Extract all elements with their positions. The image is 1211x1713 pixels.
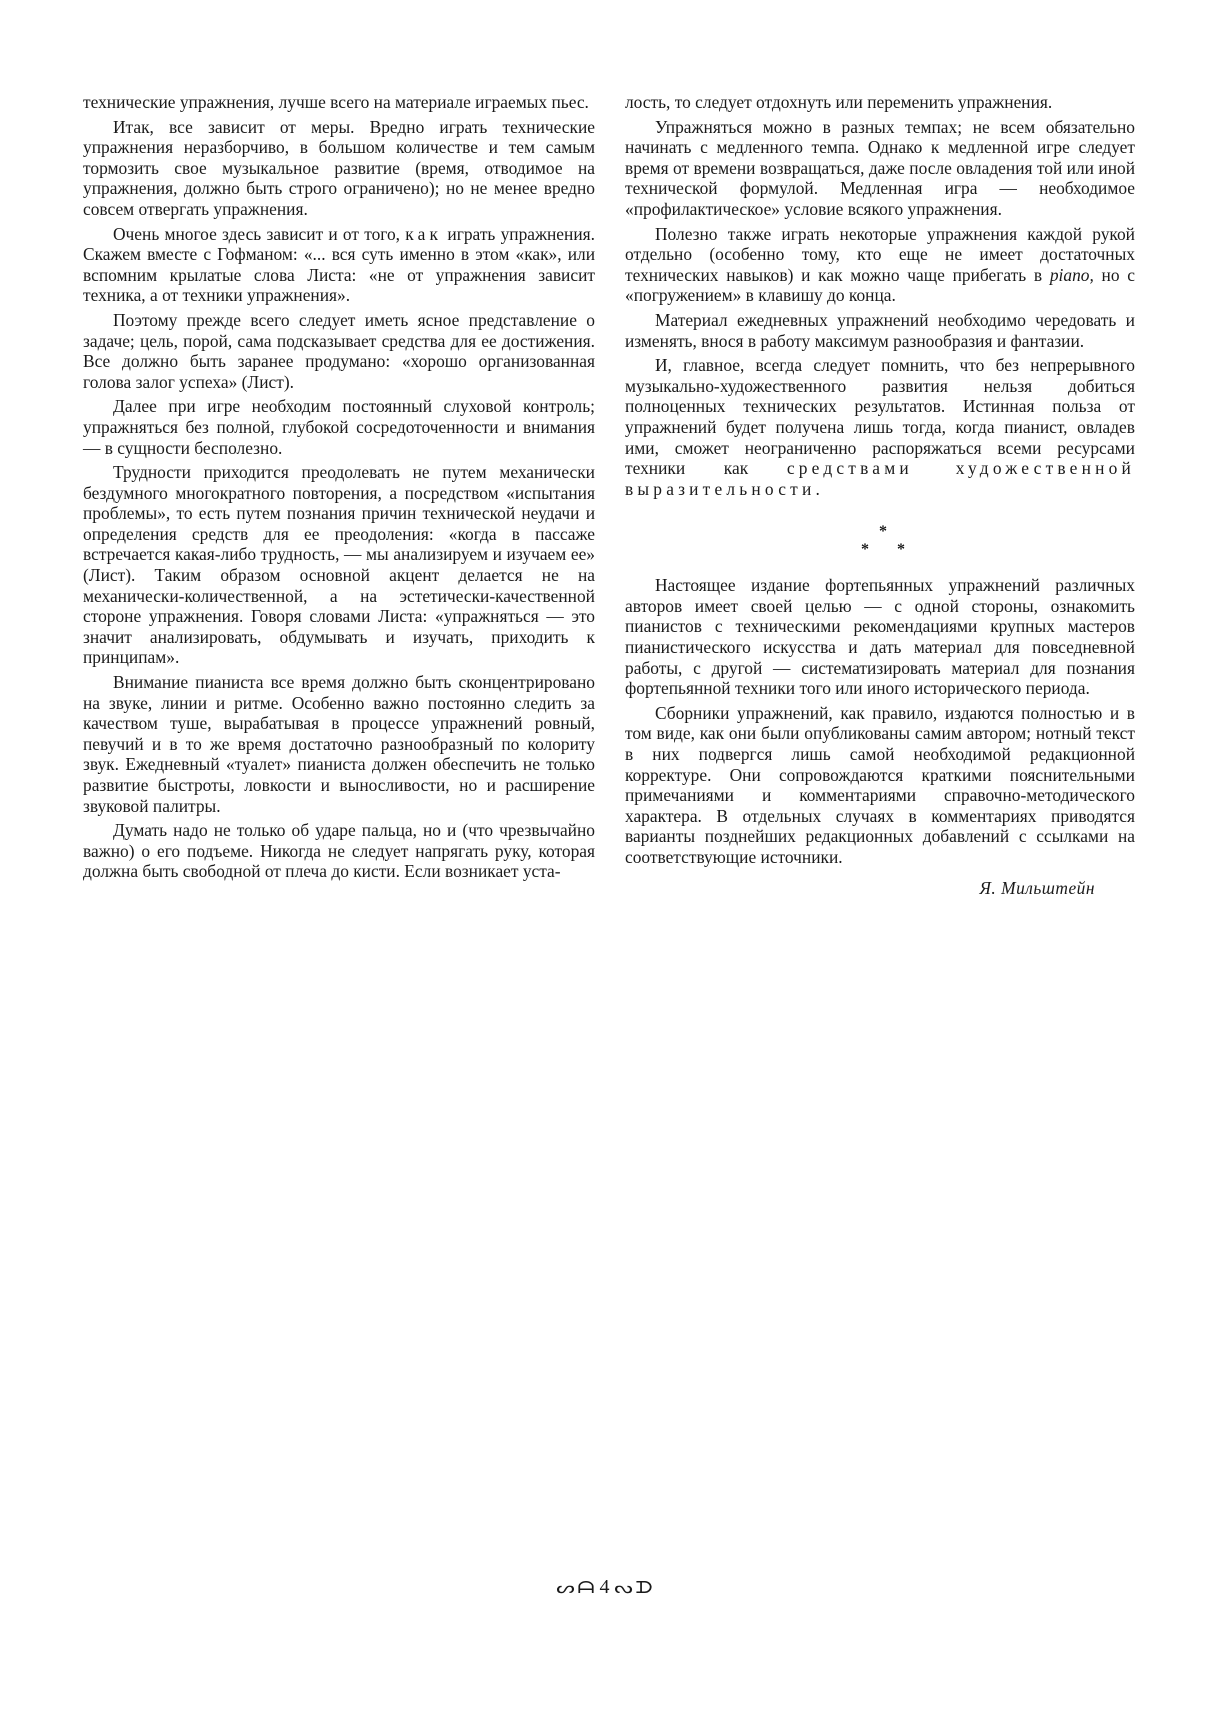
paragraph: технические упражнения, лучше всего на материале играемых пьес. bbox=[83, 92, 589, 112]
paragraph-text: но с «погружением» в клавишу до конца. bbox=[625, 264, 1136, 306]
paragraph: Трудности приходится преодолевать не путем механически бездумного многократного повторения, а посредством «испытания проблемы», то есть путем познания причин технической неудачи и определения средств для ее преодоления: «когда в пассаже встречается какая-либо трудность, — мы анализируем и изучаем ее» (Лист). Таким образом основной акцент делается не на механически-количественной, а на эстетически-качественной стороне упражнения. Говоря словами Листа: «упражняться — это значит анализировать, обдумывать и изучать, приходить к принципам». bbox=[83, 462, 595, 668]
emphasis-spaced: средствами художественной выразительности bbox=[625, 458, 1136, 499]
left-column bbox=[83, 92, 595, 886]
paragraph: Итак, все зависит от меры. Вредно играть технические упражнения неразборчиво, в большом количестве и тем самым тормозить свое музыкальное развитие (время, отводимое на упражнения, должно быть строго ограничено); но не менее вредно совсем отвергать упражнения. bbox=[83, 116, 595, 219]
ornament-left-icon: ᔕᗩ bbox=[556, 1580, 598, 1597]
ornament-right-icon: ᔓᗪ bbox=[613, 1580, 655, 1597]
page-footer bbox=[0, 1576, 1211, 1599]
asterism-star: * bbox=[861, 541, 869, 559]
paragraph: Настоящее издание фортепьянных упражнений различных авторов имеет своей целью — с одной стороны, ознакомить пианистов с техническими рекомендациями крупных мастеров пианистического искусства и дать материал для повседневной работы, с другой — систематизировать материал для познания фортепьянной техники того или иного исторического периода. bbox=[625, 575, 1135, 699]
emphasis-italic: piano, bbox=[1049, 264, 1094, 285]
paragraph: Думать надо не только об ударе пальца, но и (что чрезвычайно важно) о его подъеме. Никогда не следует напрягать руку, которая должна быть свободной от плеча до кисти. Если возникает уста- bbox=[83, 820, 595, 882]
paragraph-text: . bbox=[815, 478, 820, 499]
right-column bbox=[625, 92, 1135, 898]
paragraph: Сборники упражнений, как правило, издаются полностью и в том виде, как они были опубликованы самим автором; нотный текст в них подвергся лишь самой необходимой редакционной корректуре. Они сопровождаются краткими пояснительными примечаниями и комментариями справочно-методического характера. В отдельных случаях в комментариях приводятся варианты позднейших редакционных добавлений с ссылками на соответствующие источники. bbox=[625, 702, 1135, 867]
asterism-star: * bbox=[879, 523, 887, 541]
paragraph: Поэтому прежде всего следует иметь ясное представление о задаче; цель, порой, сама подсказывает средства для ее достижения. Все должно быть заранее продумано: «хорошо организованная голова залог успеха» (Лист). bbox=[83, 309, 595, 392]
paragraph bbox=[83, 224, 595, 306]
paragraph: Далее при игре необходим постоянный слуховой контроль; упражняться без полной, глубокой сосредоточенности и внимания — в сущности бесполезно. bbox=[83, 396, 595, 458]
paragraph: лость, то следует отдохнуть или переменить упражнения. bbox=[625, 92, 1053, 112]
paragraph: Внимание пианиста все время должно быть сконцентрировано на звуке, линии и ритме. Особенно важно постоянно следить за качеством туше, вырабатывая в процессе упражнений ровный, певучий и в то же время достаточно разнообразный по колориту звук. Ежедневный «туалет» пианиста должен обеспечить не только развитие быстроты, ловкости и выносливости, но и расширение звуковой палитры. bbox=[83, 672, 595, 816]
paragraph bbox=[625, 355, 1135, 499]
asterism-divider bbox=[625, 525, 1135, 567]
emphasis-spaced: как bbox=[405, 223, 443, 244]
page-number: 4 bbox=[599, 1576, 612, 1598]
paragraph-text: Полезно также играть некоторые упражнения каждой рукой отдельно (особенно тому, кто еще не имеет достаточных технических навыков) и как можно чаще прибегать в bbox=[625, 223, 1135, 285]
paragraph-text: И, главное, всегда следует помнить, что без непрерывного музыкально-художественного развития нельзя добиться полноценных технических результатов. Истинная польза от упражнений будет получена лишь тогда, когда пианист, овладев ими, сможет неограниченно распоряжаться всеми ресурсами техники как bbox=[625, 355, 1135, 479]
asterism-star: * bbox=[897, 541, 905, 559]
paragraph bbox=[625, 224, 1135, 306]
paragraph-text: Очень многое здесь зависит и от того, bbox=[113, 223, 406, 244]
paragraph: Материал ежедневных упражнений необходимо чередовать и изменять, внося в работу максимум разнообразия и фантазии. bbox=[625, 309, 1135, 351]
author-signature: Я. Мильштейн bbox=[979, 877, 1095, 898]
paragraph-text: играть упражнения. Скажем вместе с Гофманом: «... вся суть именно в этом «как», или вспомним крылатые слова Листа: «не от упражнения зависит техника, а от техники упражнения». bbox=[83, 223, 595, 306]
paragraph: Упражняться можно в разных темпах; не всем обязательно начинать с медленного темпа. Однако к медленной игре следует время от времени возвращаться, даже после овладения той или иной технической формулой. Медленная игра — необходимое «профилактическое» условие всякого упражнения. bbox=[625, 116, 1135, 219]
